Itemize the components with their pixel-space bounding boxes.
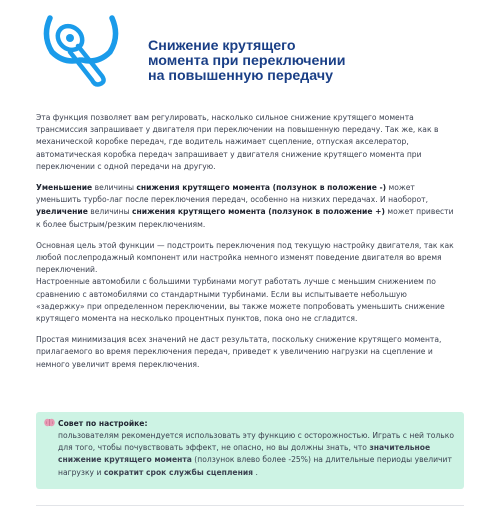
divider [36, 505, 464, 506]
bold-torque-minus: снижения крутящего момента (ползунок в положение -) [136, 183, 387, 193]
bold-clutch-life: сократит срок службы сцепления [103, 467, 254, 477]
bold-increase: увеличение [36, 207, 88, 217]
tip-heading: Совет по настройке: [44, 418, 148, 430]
bold-reduction: Уменьшение [36, 183, 93, 193]
paragraph-reduction: Уменьшение величины снижения крутящего момента (ползунок в положение -) может уменьшить турбо-лаг после переключения передач, особенно на низких передачах. И наоборот, увеличение величины снижения крутящего момента (ползунок в положение +) может привести к более быстрым/резким переключениям. [36, 183, 454, 229]
paragraph-intro: Эта функция позволяет вам регулировать, насколько сильное снижение крутящего момента трансмиссия запрашивает у двигателя при переключении на повышенную передачу. Так же, как в механической коробке передач, где водитель нажимает сцепление, отпуская акселератор, автоматическая коробка передач запрашивает у двигателя снижение крутящего момента при переключении с одной передачи на другую. [36, 113, 439, 171]
tuning-tip-callout [36, 412, 464, 489]
paragraph-purpose: Основная цель этой функции — подстроить переключения под текущую настройку двигателя, так как любой послепродажный компонент или настройка немного изменят поведение двигателя во время переключений. Настроенные автомобили с большими турбинами могут работать лучше с меньшим снижением по сравнению с автомобилями со стандартными турбинами. Если вы испытываете небольшую «задержку» при определенном переключении, вы также можете попробовать уменьшить снижение крутящего момента на несколько процентных пунктов, пока оно не сгладится. [36, 240, 454, 324]
header [0, 0, 480, 100]
title-line-3: на повышенную передачу [148, 68, 333, 84]
title-line-1: Снижение крутящего [148, 38, 296, 54]
brain-icon [44, 418, 55, 427]
bold-torque-plus: снижения крутящего момента (ползунок в положение +) [132, 207, 385, 217]
paragraph-minimization: Простая минимизация всех значений не даст результата, поскольку снижение крутящего момента, прилагаемого во время переключения передач, приведет к увеличению нагрузки на сцепление и немного увеличит время переключения. [36, 335, 442, 369]
article-body [36, 112, 454, 380]
tip-text: пользователям рекомендуется использовать эту функцию с осторожностью. Играть с ней только для того, чтобы почувствовать эффект, не опасно, но вы должны знать, что значительное снижение крутящего момента (ползунок влево более -25%) на длительные периоды увеличит нагрузку и сократит срок службы сцепления . [58, 431, 454, 477]
title-line-2: момента при переключении [148, 53, 346, 69]
wrench-key-icon [40, 12, 122, 92]
bold-significant-reduction: значительное снижение крутящего момента [58, 443, 431, 465]
page-title [148, 39, 408, 84]
